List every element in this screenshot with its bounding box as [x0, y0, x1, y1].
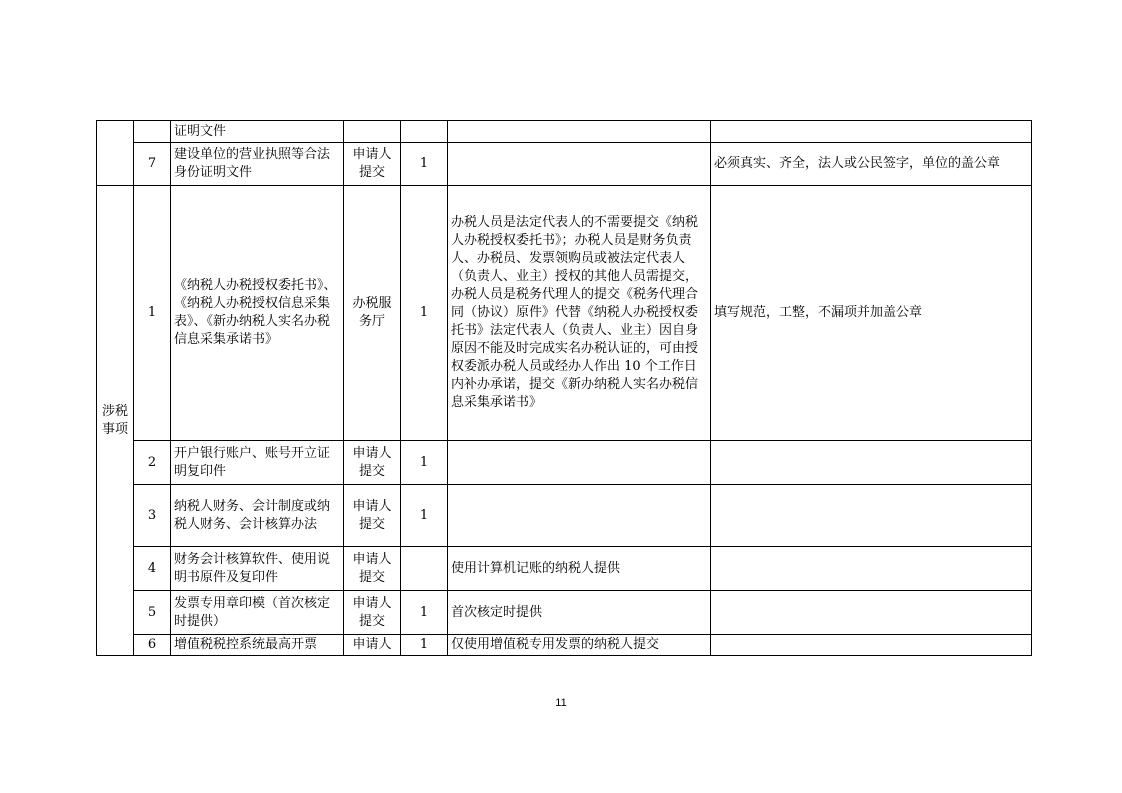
copies — [401, 121, 448, 143]
table-row — [97, 547, 1032, 591]
copies: 1 — [401, 635, 448, 656]
category-label: 涉税事项 — [97, 186, 134, 656]
row-number: 6 — [134, 635, 171, 656]
table-row — [97, 143, 1032, 186]
note: 填写规范，工整，不漏项并加盖公章 — [711, 186, 1032, 441]
material-source: 办税服务厅 — [344, 186, 401, 441]
material-source: 申请人提交 — [344, 547, 401, 591]
material-source: 申请人提交 — [344, 591, 401, 635]
requirement: 首次核定时提供 — [448, 591, 711, 635]
material-name: 财务会计核算软件、使用说明书原件及复印件 — [171, 547, 344, 591]
row-number: 2 — [134, 441, 171, 485]
material-name: 增值税税控系统最高开票 — [171, 635, 344, 656]
requirement — [448, 121, 711, 143]
material-name: 开户银行账户、账号开立证明复印件 — [171, 441, 344, 485]
requirement — [448, 143, 711, 186]
copies: 1 — [401, 186, 448, 441]
row-number: 3 — [134, 485, 171, 547]
row-number: 7 — [134, 143, 171, 186]
table-row — [97, 485, 1032, 547]
requirement: 办税人员是法定代表人的不需要提交《纳税人办税授权委托书》；办税人员是财务负责人、办税员、发票领购员或被法定代表人（负责人、业主）授权的其他人员需提交，办税人员是税务代理人的提交《税务代理合同（协议）原件》代替《纳税人办税授权委托书》法定代表人（负责人、业主）因自身原因不能及时完成实名办税认证的，可由授权委派办税人员或经办人作出 10 个工作日内补办承诺，提交《新办纳税人实名办税信息采集承诺书》 — [448, 186, 711, 441]
requirement — [448, 485, 711, 547]
material-source: 申请人 — [344, 635, 401, 656]
material-name: 建设单位的营业执照等合法身份证明文件 — [171, 143, 344, 186]
table-row — [97, 121, 1032, 143]
material-source: 申请人提交 — [344, 485, 401, 547]
materials-table — [96, 120, 1032, 656]
requirement: 使用计算机记账的纳税人提供 — [448, 547, 711, 591]
material-name: 纳税人财务、会计制度或纳税人财务、会计核算办法 — [171, 485, 344, 547]
material-name: 证明文件 — [171, 121, 344, 143]
material-source: 申请人提交 — [344, 143, 401, 186]
note: 必须真实、齐全，法人或公民签字，单位的盖公章 — [711, 143, 1032, 186]
note — [711, 591, 1032, 635]
note — [711, 441, 1032, 485]
copies: 1 — [401, 591, 448, 635]
row-number: 1 — [134, 186, 171, 441]
note — [711, 121, 1032, 143]
category-cell-empty — [97, 121, 134, 186]
page-number: 11 — [555, 697, 567, 709]
material-name: 发票专用章印模（首次核定时提供） — [171, 591, 344, 635]
note — [711, 635, 1032, 656]
row-number: 4 — [134, 547, 171, 591]
requirement: 仅使用增值税专用发票的纳税人提交 — [448, 635, 711, 656]
table-row — [97, 441, 1032, 485]
copies: 1 — [401, 485, 448, 547]
requirement — [448, 441, 711, 485]
row-number: 5 — [134, 591, 171, 635]
table-row — [97, 591, 1032, 635]
material-source — [344, 121, 401, 143]
table-row — [97, 186, 1032, 441]
note — [711, 547, 1032, 591]
note — [711, 485, 1032, 547]
copies: 1 — [401, 441, 448, 485]
copies — [401, 547, 448, 591]
copies: 1 — [401, 143, 448, 186]
material-name: 《纳税人办税授权委托书》、《纳税人办税授权信息采集表》、《新办纳税人实名办税信息采集承诺书》 — [171, 186, 344, 441]
row-number — [134, 121, 171, 143]
table-row — [97, 635, 1032, 656]
material-source: 申请人提交 — [344, 441, 401, 485]
